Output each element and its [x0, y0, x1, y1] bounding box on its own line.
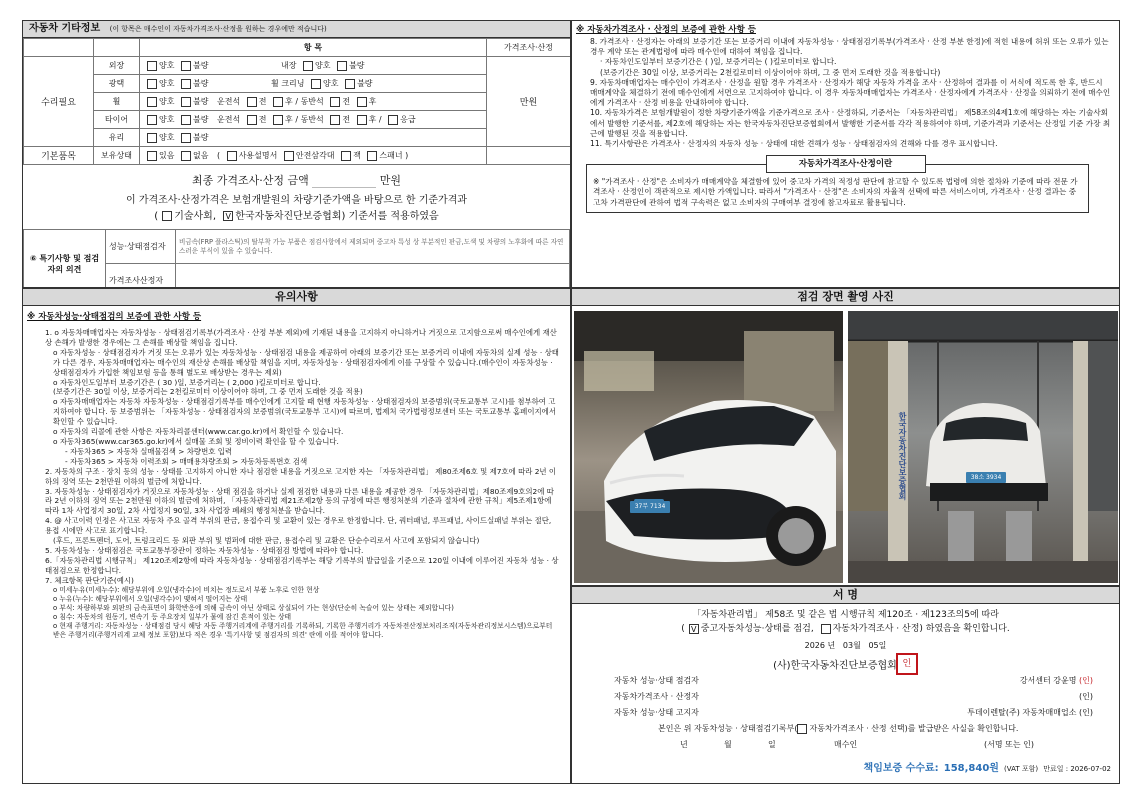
notice-item: 6.「자동차관리법 시행규칙」 제120조제2항에 따라 자동차성능 · 상태점검기록부는 해당 기록부의 발급일을 기준으로 120일 이내에 이루어진 자동차 성능 · 상태점검으로 한정합니다.: [45, 555, 559, 575]
inspection-photo-lift: [848, 311, 1118, 583]
notice-title: ※ 자동차성능·상태점검의 보증에 관한 사항 등: [27, 312, 202, 322]
fee-row: [572, 757, 1119, 775]
notice-item: o 부식: 차량하부와 외판의 금속표면이 화학반응에 의해 금속이 아닌 상태로 상실되어 가는 현상(단순히 녹슬어 있는 상태는 제외합니다): [53, 603, 454, 612]
plate-number-front: 37무 7134: [630, 501, 670, 513]
signature-org: (사)한국자동차진단보증협회: [773, 660, 897, 672]
checkbox[interactable]: [247, 115, 257, 125]
checkbox[interactable]: [357, 115, 367, 125]
repair-table: [23, 38, 571, 165]
price-guarantee-title: ※ 자동차가격조사 · 산정의 보증에 관한 사항 등: [576, 25, 757, 35]
row-label-wheel-cleaning: 휠 크리닝: [271, 79, 305, 88]
notice-item: o 자동차의 리콜에 관한 사항은 자동차리콜센터(www.car.go.kr)에서 확인할 수 있습니다.: [53, 427, 344, 437]
other-info-panel: [22, 20, 571, 288]
plate-number-rear: 38소 3934: [966, 472, 1006, 483]
checkbox[interactable]: [181, 97, 191, 107]
opinion-label: ⑥ 특기사항 및 점검자의 의견: [24, 230, 106, 289]
guarantee-item-11: 11. 특기사항란은 가격조사 · 산정자의 자동차 성능 · 상태에 대한 견해가 성능 · 상태점검자의 견해와 다를 경우 표시합니다.: [590, 139, 998, 149]
signature-date: 2026 년 03월 05일: [804, 641, 887, 650]
checkbox[interactable]: [273, 115, 283, 125]
notice-item: 4. @ 사고이력 인정은 사고로 자동차 주요 골격 부위의 판금, 용접수리 및 교환이 있는 경우로 한정합니다. 단, 쿼터패널, 루프패널, 사이드실패널 부위는 절단, 용접 시에만 사고로 표기합니다.: [45, 516, 552, 536]
final-price-block: [23, 165, 570, 225]
checkbox-checked[interactable]: V: [689, 624, 699, 634]
checkbox[interactable]: [345, 79, 355, 89]
row-label-wheel: 휠: [94, 93, 140, 111]
association-banner: 한국자동차진단보증협회: [898, 412, 907, 500]
checkbox[interactable]: [181, 133, 191, 143]
checkbox[interactable]: [330, 115, 340, 125]
checkbox[interactable]: [311, 79, 321, 89]
guarantee-item-8-note: (보증기간은 30일 이상, 보증거리는 2천킬로미터 이상이어야 하며, 그 중 먼저 도래한 것을 적용합니다): [600, 67, 941, 77]
repair-label: 수리필요: [24, 57, 94, 147]
checkbox[interactable]: [181, 115, 191, 125]
final-price-desc2: ( 기술사회, V 한국자동차진단보증협회) 기준서를 적용하였음: [154, 211, 439, 222]
notice-item: 3. 자동차성능 · 상태점검자가 거짓으로 자동차성능 · 상태 점검을 하거나 실제 점검한 내용과 다른 내용을 제공한 경우 「자동차관리법」제80조제9호의2에 따라 2년 이하의 징역 또는 2천만원 이하의 벌금에 처하며, 「자동차관리법 제21조제2항 등의 규정에 따른 행정처분의 기준과 절차에 관한 규칙」제5조제1항에 따라 1차 사업정지 30일, 2차 사업정지 90일, 3차 사업장 폐쇄의 행정처분을 받습니다.: [45, 486, 554, 516]
checkbox[interactable]: [181, 61, 191, 71]
buyer-sign: (서명 또는 인): [984, 740, 1034, 749]
checkbox[interactable]: [181, 151, 191, 161]
guarantee-item-8: 8. 가격조사 · 산정자는 아래의 보증기간 또는 보증거리 이내에 자동차성능 · 상태점검기록부(가격조사 · 산정 부분 한정)에 적힌 내용에 허위 또는 오류가 있는 경우 계약 또는 관계법령에 따라 매수인에 대하여 책임을 집니다.: [590, 37, 1109, 57]
notice-item: o 자동차성능 · 상태점검자가 거짓 또는 오류가 있는 자동차성능 · 상태점검 내용을 제공하여 아래의 보증기간 또는 보증거리 이내에 자동차의 실제 성능 · 상태가 다른 경우, 자동차매매업자는 매수인의 재산상 손해를 배상할 책임을 지며, 자동차성능 · 상태점검자에게 이를 구상할 수 있습니다.(매수인이 자동차성능 · 상태점검자가 가입한 책임보험 등을 통해 별도로 배상받는 경우는 제외): [53, 347, 559, 377]
buyer-row: 년 월 일 매수인 (서명 또는 인): [572, 737, 1119, 753]
checkbox[interactable]: [147, 97, 157, 107]
notice-item: o 미세누유(미세누수): 해당부위에 오일(냉각수)이 비치는 정도로서 부품 노후로 인한 현상: [53, 585, 320, 594]
checkbox-checked[interactable]: V: [223, 211, 233, 221]
row-label-interior: 내장: [281, 61, 297, 70]
photo-header: 점검 장면 촬영 사진: [572, 289, 1119, 306]
opinion-inspector-text: 비금속(FRP 플라스틱)의 탈부착 가능 부품은 점검사항에서 제외되며 중고차 특성 상 부분적인 판금,도색 및 차량의 노후화에 따른 자연스러운 부식이 있을 수 있습니다.: [176, 230, 570, 264]
notice-item: - 자동차365 > 자동차 이력조회 > 매매용차량조회 > 자동차등록번호 검색: [65, 456, 308, 466]
signature-row-pricer: 자동차가격조사 · 산정자 (인): [614, 692, 1093, 701]
notice-item: 2. 자동차의 구조 · 장치 등의 성능 · 상태를 고지하지 아니한 자나 점검한 내용을 거짓으로 고지한 자는 「자동차관리법」 제80조제6호 및 제7호에 따라 2년 이하의 징역 또는 2천만원 이하의 벌금에 처합니다.: [45, 466, 557, 486]
signature-rows: [572, 669, 1119, 721]
checkbox[interactable]: [284, 151, 294, 161]
final-price-unit: 만원: [379, 174, 401, 187]
checkbox[interactable]: [147, 79, 157, 89]
notice-panel: [22, 288, 571, 784]
inspection-photo-front: [574, 311, 843, 583]
opinion-table: [23, 229, 570, 288]
checkbox[interactable]: [147, 61, 157, 71]
fee-value: 158,840원: [943, 763, 999, 774]
notice-body: [23, 328, 570, 640]
row-label-glass: 유리: [94, 129, 140, 147]
checkbox[interactable]: [357, 97, 367, 107]
guarantee-item-9: 9. 자동차매매업자는 매수인이 가격조사 · 산정을 원할 경우 가격조사 · 산정자가 해당 자동차 가격을 조사 · 산정하여 결과를 이 서식에 적도록 한 후, 반드시 매매계약을 체결하기 전에 매수인에게 서면으로 고지하여야 합니다. 이 경우 자동차매매업자는 가격조사 · 산정자에게 가격조사 · 산정을 의뢰하기 전에 매수인에게 가격조사 · 산정 비용을 안내하여야 합니다.: [590, 77, 1111, 108]
checkbox[interactable]: [367, 151, 377, 161]
guarantee-item-8-sub: · 자동차인도일부터 보증기간은 ( )일, 보증거리는 ( )킬로미터로 합니다.: [600, 57, 837, 67]
signature-confirm: 본인은 위 자동차성능 · 상태점검기록부( 자동차가격조사 · 산정 선택)를 발급받은 사실을 확인합니다.: [658, 724, 1019, 733]
signature-line1: 「자동차관리법」 제58조 및 같은 법 시행규칙 제120조 · 제123조의5에 따라: [692, 610, 999, 620]
buyer-label: 매수인: [834, 740, 858, 749]
checkbox[interactable]: [147, 151, 157, 161]
other-info-header: [23, 21, 570, 38]
notice-item: o 자동차365(www.car365.go.kr)에서 실매물 조회 및 정비이력 확인을 할 수 있습니다.: [53, 436, 339, 446]
checkbox[interactable]: [247, 97, 257, 107]
photo-panel: [571, 288, 1120, 586]
basic-label: 기본품목: [24, 147, 94, 165]
notice-item: o 누유(누수): 해당부위에서 오일(냉각수)이 맺혀서 떨어지는 상태: [53, 594, 248, 603]
notice-item: o 자동차매매업자는 자동차 자동차성능 · 상태점검기록부를 매수인에게 고지할 때 현행 자동차성능 · 상태점검자의 보증범위(국토교통부 고시)를 첨부하여 고지하여야 합니다. 동 보증범위는 「자동차성능 · 상태점검자의 보증범위(국토교통부 고시)에 따르며, 법제처 국가법령정보센터 또는 국토교통부 홈페이지에서 확인할 수 있습니다.: [53, 397, 556, 427]
signature-panel: [571, 586, 1120, 784]
signature-row-inspector: 자동차 성능·상태 점검자 강서센터 강윤명 (인): [614, 676, 1093, 685]
notice-item: (보증기간은 30일 이상, 보증거리는 2천킬로미터 이상이어야 하며, 그 중 먼저 도래한 것을 적용): [53, 387, 363, 397]
checkbox[interactable]: [227, 151, 237, 161]
checkbox[interactable]: [821, 624, 831, 634]
notice-item: o 침수: 자동차의 원동기, 변속기 등 주요장치 일부가 물에 잠긴 흔적이 있는 상태: [53, 612, 292, 621]
signature-org-row: [572, 653, 1119, 672]
basic-items: 있음 없음 ( 사용설명서 안전삼각대 잭 스패너 ): [140, 147, 487, 165]
fee-note: (VAT 포함): [1004, 765, 1039, 773]
basic-status: 보유상태: [94, 147, 140, 165]
notice-item: (후드, 프론트펜더, 도어, 트렁크리드 등 외판 부위 및 범퍼에 대한 판금, 용접수리 및 교환은 단순수리로서 사고에 포함되지 않습니다): [53, 536, 480, 546]
row-label-tire: 타이어: [94, 111, 140, 129]
checkbox[interactable]: [181, 79, 191, 89]
price-value: 만원: [487, 57, 571, 147]
signature-line2: ( V 중고자동차성능·상태를 점검, 자동차가격조사 · 산정) 하였음을 확인합니다.: [681, 624, 1010, 634]
car-front-illustration: [574, 311, 843, 583]
checkbox[interactable]: [388, 115, 398, 125]
price-guarantee-panel: [571, 20, 1120, 288]
checkbox[interactable]: [337, 61, 347, 71]
col-item-header: 항 목: [140, 39, 487, 57]
checkbox[interactable]: [162, 211, 172, 221]
notice-item: 7. 체크항목 판단기준(예시): [45, 575, 134, 585]
checkbox[interactable]: [147, 133, 157, 143]
notice-item: o 자동차인도일부터 보증기간은 ( 30 )일, 보증거리는 ( 2,000 )킬로미터로 합니다.: [53, 377, 321, 387]
row-gloss-options: 양호 불량 휠 크리닝 양호 불량: [140, 75, 487, 93]
final-price-desc1: 이 가격조사·산정가격은 보험개발원의 차량기준가액을 바탕으로 한 기준가격과: [125, 195, 468, 206]
definition-box-title: 자동차가격조사·산정이란: [766, 155, 926, 173]
notice-item: - 자동차365 > 자동차 실매물검색 > 차량번호 입력: [65, 446, 232, 456]
notice-item: 5. 자동차성능 · 상태점검은 국토교통부장관이 정하는 자동차성능 · 상태점검 방법에 따라야 합니다.: [45, 545, 364, 555]
notice-item: o 현재 주행거리: 자동차성능 · 상태점검 당시 해당 자동 주행거리계에 주행거리를 기록하되, 기록한 주행거리가 자동차전산정보처리조직(자동차관리정보시스템)으로부터 받은 주행거리(주행거리계 교체 정보 포함)보다 적은 경우 '특기사항 및 점검자의 의견' 란에 이를 적어야 합니다.: [53, 621, 553, 639]
col-price-header: 가격조사·산정: [487, 39, 571, 57]
checkbox[interactable]: [273, 97, 283, 107]
definition-text: ※ "가격조사 · 산정"은 소비자가 매매계약을 체결함에 있어 중고차 가격의 적정성 판단에 참고할 수 있도록 법령에 의한 절차와 기준에 따라 전문 가격조사 · 산정인이 객관적으로 제시한 가액입니다. 따라서 "가격조사 · 산정"은 소비자의 자율적 선택에 따른 서비스이며, 가격조사 · 산정 결과는 중고차 가격판단에 관하여 법적 구속력은 없고 소비자의 구매여부 결정에 참고자료로 활용됩니다.: [593, 177, 1078, 207]
checkbox[interactable]: [341, 151, 351, 161]
final-price-label: 최종 가격조사·산정 금액: [191, 174, 309, 187]
row-label-exterior: 외장: [94, 57, 140, 75]
row-wheel-options: 양호 불량 운전석 전 후 / 동반석 전 후: [140, 93, 487, 111]
final-price-input[interactable]: [312, 174, 376, 188]
price-guarantee-items: [572, 37, 1119, 149]
row-glass-options: 양호 불량: [140, 129, 487, 147]
signature-header: 서 명: [572, 587, 1119, 604]
fee-label: 책임보증 수수료:: [863, 763, 939, 774]
expiry-date: 만료일 : 2026-07-02: [1043, 765, 1111, 773]
other-info-title: 자동차 기타정보: [29, 23, 101, 34]
checkbox[interactable]: [797, 724, 807, 734]
guarantee-item-10: 10. 자동차가격은 보험개발원이 정한 차량기준가액을 기준가격으로 조사 · 산정하되, 기준서는 「자동차관리법」 제58조의4제1호에 해당하는 자는 기술사회에서 발행한 기준서를, 제2호에 해당하는 자는 한국자동차진단보증협회에서 발행한 기준서를 각각 적용하여야 하며, 기준가격과 기준서는 산정일 기준 가장 최근에 발행된 것을 적용합니다.: [590, 108, 1111, 138]
opinion-pricer-label: 가격조사산정자: [106, 264, 176, 289]
notice-item: 1. o 자동차매매업자는 자동차성능 · 상태점검기록부(가격조사 · 산정 부분 제외)에 기재된 내용을 고지하지 아니하거나 거짓으로 고지함으로써 매수인에게 재산상 손해가 발생한 경우에는 그 손해를 배상할 책임을 집니다.: [45, 328, 557, 347]
other-info-note: (이 항목은 매수인이 자동차가격조사·산정을 원하는 경우에만 적습니다): [109, 25, 327, 33]
checkbox[interactable]: [303, 61, 313, 71]
checkbox[interactable]: [330, 97, 340, 107]
signature-row-notifier: 자동차 성능·상태 고지자 투데이렌탈(주) 자동차매매업소 (인): [614, 708, 1093, 717]
checkbox[interactable]: [147, 115, 157, 125]
row-tire-options: 양호 불량 운전석 전 후 / 동반석 전 후 / 응급: [140, 111, 487, 129]
row-exterior-options: 양호 불량 내장 양호 불량: [140, 57, 487, 75]
official-seal: 인: [896, 653, 918, 675]
notice-header: 유의사항: [23, 289, 570, 306]
row-label-gloss: 광택: [94, 75, 140, 93]
opinion-inspector-label: 성능·상태점검자: [106, 230, 176, 264]
